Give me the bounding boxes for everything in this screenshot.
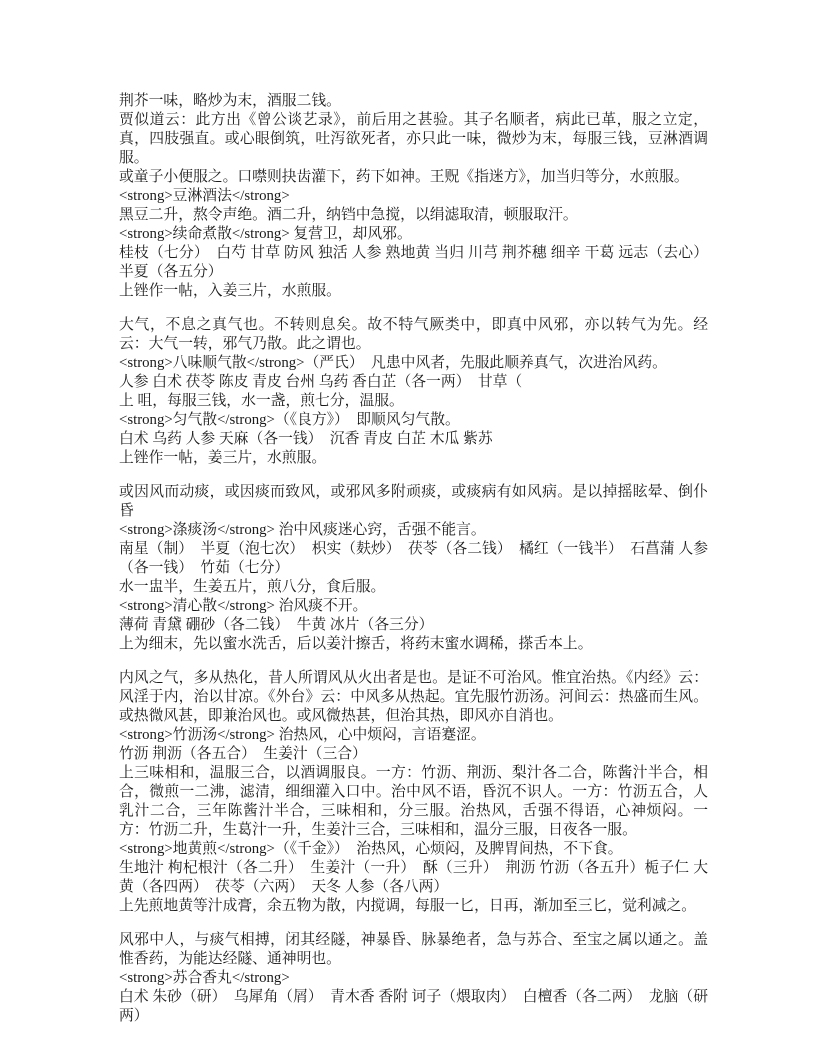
text-line: 上先煎地黄等汁成膏，余五物为散，内搅调，每服一匕，日再，渐加至三匕，觉利减之。	[119, 898, 697, 914]
text-line: 水一盅半，生姜五片，煎八分，食后服。	[119, 579, 386, 595]
text-line: 上锉作一帖，姜三片，水煎服。	[119, 450, 327, 466]
ingredient-line: 生地汁 枸杞根汁（各二升） 生姜汁（一升） 酥（三升） 荆沥 竹沥（各五升）栀子仁 大黄（各四两） 茯苓（六两） 天冬 人参（各八两）	[119, 860, 708, 895]
formula-heading-line: <strong>涤痰汤</strong> 治中风痰迷心窍，舌强不能言。	[119, 522, 486, 538]
formula-heading-line: <strong>地黄煎</strong>（《千金》） 治热风，心烦闷，及脾胃间热，不下食。	[119, 841, 623, 857]
ingredient-line: 竹沥 荆沥（各五合） 生姜汁（三合）	[119, 746, 367, 762]
text-line: 贾似道云：此方出《曾公谈艺录》，前后用之甚验。其子名顺者，病此已革，服之立定，真，四肢强直。或心眼倒筑，吐泻欲死者，亦只此一味，微炒为末，每服三钱，豆淋酒调服。	[119, 112, 708, 166]
ingredient-line: 白术 乌药 人参 天麻（各一钱） 沉香 青皮 白芷 木瓜 紫苏	[119, 431, 493, 447]
document-section-4	[119, 669, 708, 916]
formula-heading-line: <strong>清心散</strong> 治风痰不开。	[119, 598, 368, 614]
formula-heading-line: <strong>豆淋酒法</strong>	[119, 188, 290, 204]
ingredient-line: 薄荷 青黛 硼砂（各二钱） 牛黄 冰片（各三分）	[119, 617, 434, 633]
document-section-1	[119, 92, 712, 301]
text-line: 上为细末，先以蜜水洗舌，后以姜汁擦舌，将药末蜜水调稀，搽舌本上。	[119, 636, 593, 652]
text-line: 上三味相和，温服三合，以酒调服良。一方：竹沥、荆沥、梨汁各二合，陈酱汁半合，相合，微煎一二沸，滤清，细细灌入口中。治中风不语，昏沉不识人。一方：竹沥五合，人乳汁二合，三年陈酱汁半合，三味相和，分三服。治热风，舌强不得语，心神烦闷。一方：竹沥二升，生葛汁一升，生姜汁三合，三味相和，温分三服，日夜各一服。	[119, 765, 708, 838]
text-line: 黑豆二升，熬令声绝。酒二升，纳铛中急搅，以绢滤取清，顿服取汗。	[119, 207, 578, 223]
formula-heading-line: <strong>匀气散</strong>（《良方》） 即顺风匀气散。	[119, 412, 460, 428]
formula-heading-line: <strong>续命煮散</strong> 复营卫，却风邪。	[119, 226, 412, 242]
text-line: 上 咀，每服三钱，水一盏，煎七分，温服。	[119, 393, 404, 409]
text-line: 或童子小便服之。口噤则抉齿灌下，药下如神。王贶《指迷方》，加当归等分，水煎服。	[119, 169, 689, 185]
text-line: 荆芥一味，略炒为末，酒服二钱。	[119, 93, 341, 109]
document-section-5	[119, 931, 712, 1026]
text-line: 内风之气，多从热化，昔人所谓风从火出者是也。是证不可治风。惟宜治热。《内经》云：风淫于内，治以甘凉。《外台》云：中风多从热起。宜先服竹沥汤。河间云：热盛而生风。或热微风甚，即兼治风也。或风微热甚，但治其热，即风亦自消也。	[119, 670, 708, 724]
formula-heading-line: <strong>竹沥汤</strong> 治热风，心中烦闷，言语蹇涩。	[119, 727, 486, 743]
text-line: 风邪中人，与痰气相搏，闭其经隧，神暴昏、脉暴绝者，急与苏合、至宝之属以通之。盖惟香药，为能达经隧、通神明也。	[119, 932, 708, 967]
document-section-3	[119, 483, 708, 654]
ingredient-line: 人参 白术 茯苓 陈皮 青皮 台州 乌药 香白芷（各一两） 甘草（	[119, 374, 523, 390]
text-line: 上锉作一帖，入姜三片，水煎服。	[119, 283, 341, 299]
formula-heading-line: <strong>苏合香丸</strong>	[119, 970, 290, 986]
ingredient-line: 南星（制） 半夏（泡七次） 枳实（麸炒） 茯苓（各二钱） 橘红（一钱半） 石菖蒲 人参（各一钱） 竹茹（七分）	[119, 541, 708, 576]
text-line: 或因风而动痰，或因痰而致风，或邪风多附顽痰，或痰病有如风病。是以掉摇眩晕、倒仆昏	[119, 484, 708, 519]
formula-heading-line: <strong>八味顺气散</strong>（严氏） 凡患中风者，先服此顺养真气，次进治风药。	[119, 355, 667, 371]
ingredient-line: 桂枝（七分） 白芍 甘草 防风 独活 人参 熟地黄 当归 川芎 荆芥穗 细辛 干葛 远志（去心） 半夏（各五分）	[119, 245, 712, 280]
text-line: 大气，不息之真气也。不转则息矣。故不特气厥类中，即真中风邪，亦以转气为先。经云：大气一转，邪气乃散。此之谓也。	[119, 317, 708, 352]
document-section-2	[119, 316, 708, 468]
ingredient-line: 白术 朱砂（研） 乌犀角（屑） 青木香 香附 诃子（煨取肉） 白檀香（各二两） 龙脑（研 两）	[119, 989, 712, 1024]
